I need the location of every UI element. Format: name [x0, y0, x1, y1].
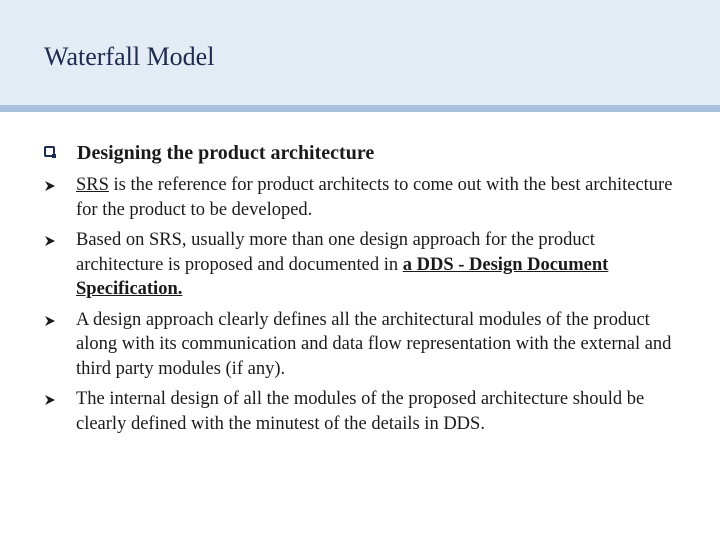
section-heading: Designing the product architecture: [77, 142, 375, 164]
bullet-text: The internal design of all the modules of the proposed architecture should be clearly defined with the minutest of the details in DDS.: [76, 389, 645, 434]
list-item: [44, 228, 684, 302]
arrowhead-icon: [44, 181, 56, 191]
list-item: [44, 387, 684, 436]
list-item: [44, 173, 684, 222]
checkbox-square-icon: [44, 146, 55, 157]
list-item: [44, 308, 684, 382]
bullet-text: is the reference for product architects to come out with the best architecture for the product to be developed.: [76, 175, 673, 220]
slide-title: Waterfall Model: [44, 42, 215, 71]
arrowhead-icon: [44, 316, 56, 326]
arrowhead-icon: [44, 395, 56, 405]
bullet-text: Based on SRS, usually more than one design approach for the product architecture is proposed and documented in: [76, 230, 595, 275]
arrowhead-icon: [44, 236, 56, 246]
srs-term: SRS: [76, 175, 109, 195]
dds-emphasis: a DDS - Design Document Specification.: [76, 254, 609, 299]
bullet-text: A design approach clearly defines all the architectural modules of the product along with its communication and data flow representation with the external and third party modules (if any).: [76, 309, 672, 379]
bullet-list: [44, 173, 684, 442]
